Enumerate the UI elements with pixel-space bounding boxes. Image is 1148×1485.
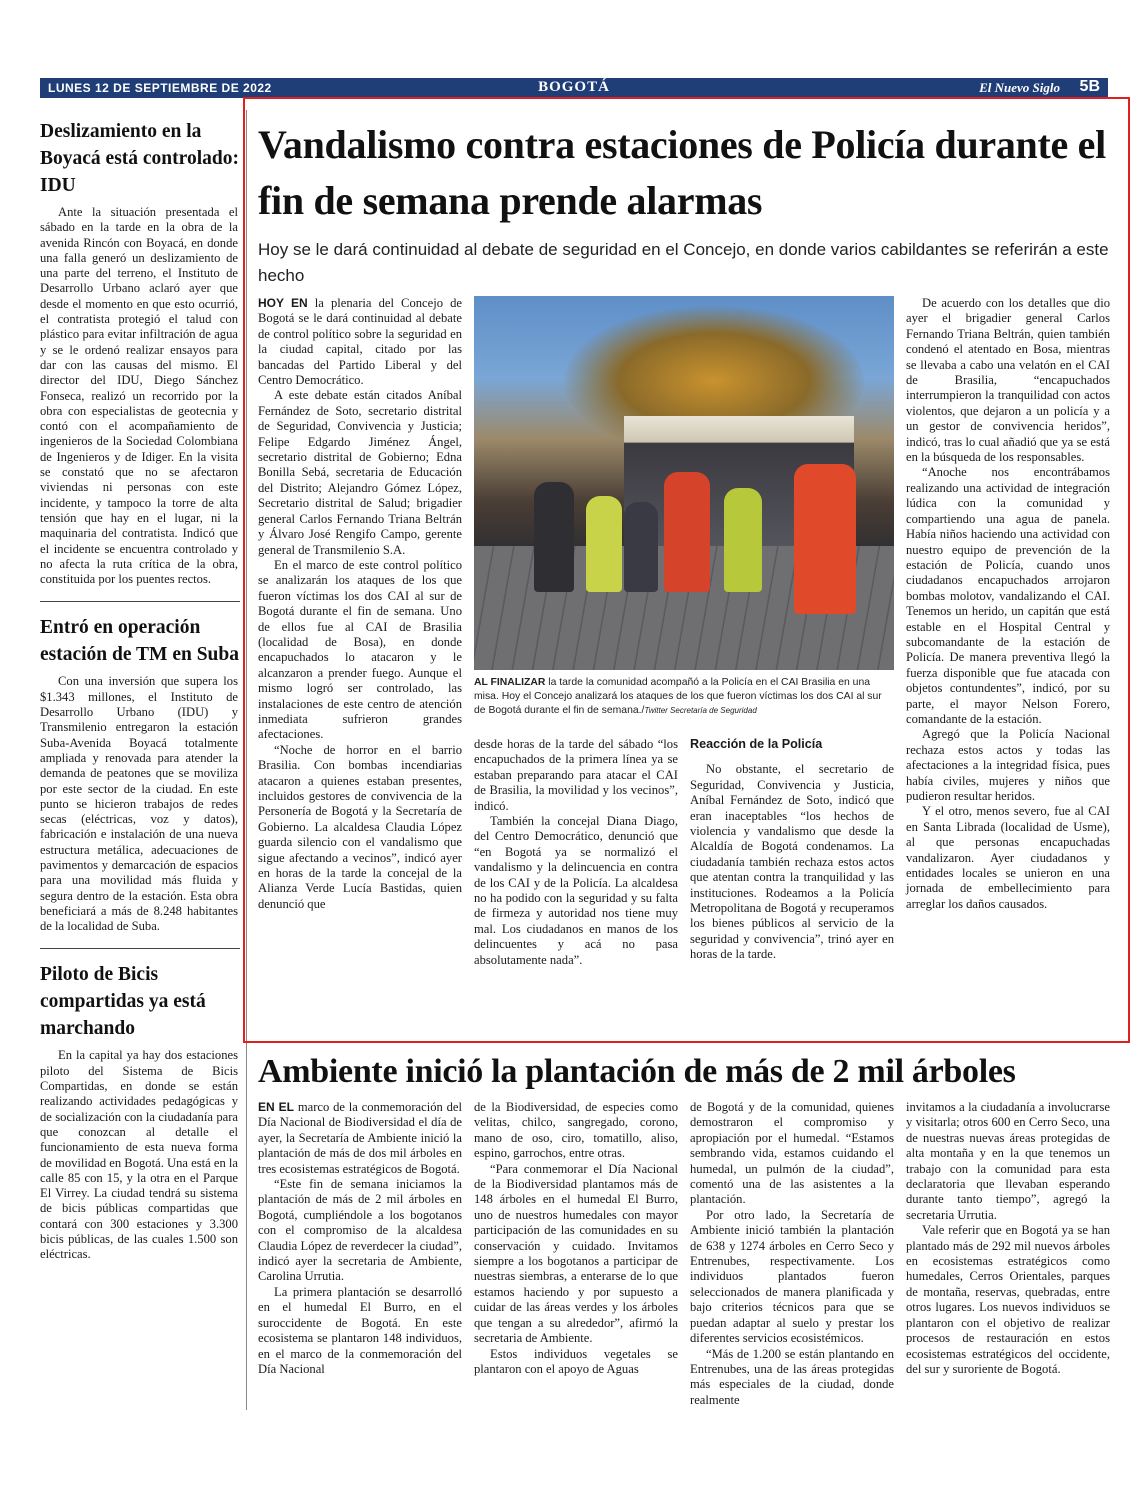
brief-title: Piloto de Bicis compartidas ya está marchando (40, 964, 206, 1040)
brief-body: En la capital ya hay dos estaciones piloto del Sistema de Bicis Compartidas, en donde se están realizando actividades pedagógicas y de socialización con la ciudadanía para que conozcan al detalle el funcionamiento de esta nueva forma de movilidad en Bogotá. Una está en la calle 85 con 15, y la otra en el Parque El Virrey. La ciudad tendrá su sistema de bicis públicas compartidas que contará con 300 estaciones y 3.300 bicis públicas, de las cuales 1.500 son eléctricas. (40, 1048, 238, 1262)
article-paragraph (258, 296, 462, 388)
article-paragraph: A este debate están citados Aníbal Fernández de Soto, secretario distrital de Seguridad, Convivencia y Justicia; Felipe Edgardo Jiménez Ángel, secretario distrital de Gobierno; Edna Bonilla Sebá, secretaria de Educación del Distrito; Alejandro Gómez López, Secretario distrital de Salud; brigadier general Carlos Fernando Triana Beltrán y Álvaro José Rengifo Campo, gerente general de Transmilenio S.A. (258, 388, 462, 557)
brief-divider (40, 948, 240, 949)
article-paragraph: Estos individuos vegetales se plantaron con el apoyo de Aguas (474, 1346, 678, 1376)
article-paragraph: Y el otro, menos severo, fue al CAI en Santa Librada (localidad de Usme), al que personas encapuchadas vandalizaron. Ayer ciudadanos y entidades locales se unieron en una jornada de embellecimiento para arreglar los daños causados. (906, 804, 1110, 911)
main-col-2 (474, 737, 678, 968)
photo-person (794, 464, 856, 614)
main-col-1 (258, 296, 462, 912)
briefs-column (40, 118, 240, 1277)
brief-title: Entró en operación estación de TM en Suba (40, 617, 239, 666)
main-headline: Vandalismo contra estaciones de Policía durante el fin de semana prende alarmas (258, 122, 1106, 223)
photo-person (586, 496, 622, 592)
brief-deslizamiento (40, 118, 240, 587)
second-col-1 (258, 1100, 462, 1377)
photo-credit: Twitter Secretaría de Seguridad (644, 706, 757, 715)
article-paragraph: También la concejal Diana Diago, del Centro Democrático, denunció que “en Bogotá ya se normalizó el vandalismo y la delincuencia en contra de los CAI y de la Policía. La alcaldesa no ha podido con la seguridad y su falta de firmeza y autoridad nos tiene muy mal. Los ciudadanos en manos de los delincuentes y acá no pasa absolutamente nada”. (474, 814, 678, 967)
article-paragraph: La primera plantación se desarrolló en el humedal El Burro, en el suroccidente de Bogotá. En este ecosistema se plantaron 148 individuos, en el marco de la conmemoración del Día Nacional (258, 1284, 462, 1376)
lead-word: EN EL (258, 1100, 294, 1114)
caption-lead: AL FINALIZAR (474, 677, 546, 688)
article-paragraph: De acuerdo con los detalles que dio ayer el brigadier general Carlos Fernando Triana Beltrán, quien también condenó el atentado en Bosa, mientras se llevaba a cabo una velatón en el CAI de Brasilia, “encapuchados interrumpieron la tranquilidad con actos violentos, que dejaron a un policía y a un gestor de convivencia heridos”, indicó, tras lo cual añadió que ya se está en la búsqueda de los responsables. (906, 296, 1110, 465)
article-paragraph: En el marco de este control político se analizarán los ataques de los que fueron víctimas los dos CAI al sur de Bogotá durante el fin de semana. Uno de ellos fue al CAI de Brasilia (localidad de Bosa), en donde encapuchados lo atacaron y le alcanzaron a prender fuego. Aunque el mismo logró ser controlado, las instalaciones de este centro de atención inmediata sufrieron grandes afectaciones. (258, 557, 462, 742)
article-paragraph: “Más de 1.200 se están plantando en Entrenubes, una de las áreas protegidas más especiales de la ciudad, donde realmente (690, 1346, 894, 1407)
second-col-2 (474, 1100, 678, 1377)
article-paragraph: invitamos a la ciudadanía a involucrarse y visitarla; otros 600 en Cerro Seco, una de nuestras nuevas áreas protegidas de alta montaña y en la que tenemos un trabajo con la comunidad para esta declaratoria que llevaban esperando durante tanto tiempo”, agregó la secretaria Urrutia. (906, 1100, 1110, 1222)
photo-person (624, 502, 658, 592)
article-paragraph: “Para conmemorar el Día Nacional de la Biodiversidad plantamos más de 148 árboles en el humedal El Burro, uno de nuestros humedales con mayor participación de las comunidades en su conservación y cuidado. Invitamos siempre a los bogotanos a participar de nuestras siembras, a enterarse de lo que estamos haciendo y por supuesto a cuidar de las áreas verdes y los árboles que tengan a su alrededor”, afirmó la secretaria de Ambiente. (474, 1161, 678, 1346)
article-paragraph: “Anoche nos encontrábamos realizando una actividad de integración lúdica con la comunidad y compartiendo una agua de panela. Había niños haciendo una actividad con nuestro equipo de prevención de la estación de Policía, cuando unos ciudadanos encapuchados arrojaron bombas molotov, vandalizando el CAI. Tenemos un herido, un capitán que está estable en el Hospital Central y subcomandante de la estación de Policía. De manera preventiva llegó la fuerza disponible que fue atacada con objetos contundentes”, indicó, por su parte, el mayor Nelson Forero, comandante de la estación. (906, 465, 1110, 726)
article-paragraph: desde horas de la tarde del sábado “los encapuchados de la primera línea ya se estaban preparando para atacar el CAI de Brasilia, la movilidad y los vecinos”, indicó. (474, 737, 678, 813)
brief-body: Ante la situación presentada el sábado en la tarde en la obra de la avenida Rincón con Boyacá, en donde una falla generó un deslizamiento de una parte del terreno, el Instituto de Desarrollo Urbano aclaró ayer que desde el momento en que esto ocurrió, el contratista protegió el talud con plástico para evitar infiltración de agua y se le ordenó realizar ensayos para dar con las causas del mismo. El director del IDU, Diego Sánchez Fonseca, realizó un recorrido por la obra con especialistas de geotecnia y contó con el acompañamiento de ingenieros de la Sociedad Colombiana de Ingenieros y de Idiger. En la visita se constató que no se afectaron viviendas ni personas con este incidente, y tampoco la torre de alta tensión que hay en el lugar, ni la maquinaria del contratista. Indicó que el incidente se encuentra controlado y no afecta la ruta crítica de la obra, constituida por los puentes rectos. (40, 205, 238, 587)
article-paragraph: No obstante, el secretario de Seguridad, Convivencia y Justicia, Aníbal Fernández de Soto, indicó que eran inaceptables “los hechos de violencia y vandalismo que desde la Alcaldía de Bogotá condenamos. La ciudadanía también rechaza estos actos que atentan contra la tranquilidad y las instituciones. Rodeamos a la Policía Metropolitana de Bogotá y recuperamos los bienes públicos al servicio de la seguridad y convivencia”, trinó ayer en horas de la tarde. (690, 762, 894, 962)
main-subheadline: Hoy se le dará continuidad al debate de seguridad en el Concejo, en donde varios cabildantes se referirán a este hecho (258, 240, 1109, 285)
article-paragraph: Vale referir que en Bogotá ya se han plantado más de 292 mil nuevos árboles en ecosistemas estratégicos como humedales, Cerros Orientales, parques de montaña, reservas, quebradas, entre otros lugares. Los nuevos individuos se plantaron con el objetivo de realizar procesos de restauración en estos ecosistemas estratégicos del occidente, del sur y suroriente de Bogotá. (906, 1223, 1110, 1376)
lead-word: HOY EN (258, 296, 308, 310)
article-paragraph: de la Biodiversidad, de especies como velitas, chilco, sangregado, corono, mano de oso, ciro, tomatillo, aliso, espino, garrochos, entre otras. (474, 1100, 678, 1161)
lead-text: marco de la conmemoración del Día Nacional de Biodiversidad el día de ayer, la Secretaría de Ambiente inició la plantación de más de dos mil árboles en tres ecosistemas estratégicos de Bogotá. (258, 1100, 462, 1176)
brief-estacion-tm (40, 614, 240, 934)
news-photo-cai-brasilia (474, 296, 894, 670)
section-name: BOGOTÁ (538, 79, 610, 95)
article-paragraph: Agregó que la Policía Nacional rechaza estos actos y todas las afectaciones a la integridad física, pues había civiles, mujeres y niños que pudieron resultar heridos. (906, 727, 1110, 803)
photo-caption (474, 676, 894, 718)
second-col-4 (906, 1100, 1110, 1377)
article-paragraph: “Este fin de semana iniciamos la plantación de más de 2 mil árboles en Bogotá, cumpliéndole a los bogotanos con el compromiso de la alcaldesa Claudia López de reverdecer la ciudad”, indicó ayer la secretaria de Ambiente, Carolina Urrutia. (258, 1177, 462, 1284)
second-headline: Ambiente inició la plantación de más de 2 mil árboles (258, 1053, 1016, 1090)
caption-text: la tarde la comunidad acompañó a la Policía en el CAI Brasilia en una misa. Hoy el Concejo analizará los ataques de los que fueron víctimas los dos CAI al sur de Bogotá durante el fin de semana./ (474, 677, 882, 716)
newspaper-name: El Nuevo Siglo (979, 80, 1060, 95)
article-paragraph (258, 1100, 462, 1177)
second-col-3 (690, 1100, 894, 1408)
main-col-3 (690, 737, 894, 963)
article-paragraph: “Noche de horror en el barrio Brasilia. Con bombas incendiarias atacaron a quienes estaban presentes, incluidos gestores de convivencia de la Personería de Bogotá y la Secretaría de Gobierno. La alcaldesa Claudia López guarda silencio con el vandalismo que sigue afectando a vecinos”, indicó ayer en horas de la tarde la concejal de la Alianza Verde Lucía Bastidas, quien denunció que (258, 742, 462, 911)
column-rule (246, 110, 247, 1410)
lead-text: la plenaria del Concejo de Bogotá se le dará continuidad al debate de control político sobre la seguridad en la ciudad capital, citado por las bancadas del Partido Liberal y del Centro Democrático. (258, 296, 462, 388)
issue-date: LUNES 12 DE SEPTIEMBRE DE 2022 (48, 81, 272, 95)
brief-title: Deslizamiento en la Boyacá está controlado: IDU (40, 121, 239, 196)
photo-person (534, 482, 574, 592)
main-col-4 (906, 296, 1110, 912)
brief-body: Con una inversión que supera los $1.343 millones, el Instituto de Desarrollo Urbano (IDU) y Transmilenio entregaron la estación Suba-Avenida Boyacá totalmente ampliada y renovada para atender la demanda de peatones que se moviliza por este sector de la ciudad. En este punto se hicieron trabajos de redes secas (eléctricas, voz y datos), fabricación e instalación de una nueva estructura metálica, adecuaciones de pavimentos y demarcación de espacios para una movilidad más fluida y segura dentro de la estación. Esta obra beneficiará a más de 8.248 habitantes de la localidad de Suba. (40, 674, 238, 934)
page-header-bar (40, 78, 1108, 98)
section-subhead: Reacción de la Policía (690, 737, 823, 751)
brief-divider (40, 601, 240, 602)
photo-person (664, 472, 710, 592)
article-paragraph: Por otro lado, la Secretaría de Ambiente inició también la plantación de 638 y 1274 árboles en Cerro Seco y Entrenubes, respectivamente. Los individuos plantados fueron seleccionados de manera planificada y bajo criterios técnicos para que se puedan adaptar al suelo y prestar los diferentes servicios ecosistémicos. (690, 1207, 894, 1346)
photo-person (724, 488, 762, 592)
article-paragraph: de Bogotá y de la comunidad, quienes demostraron el compromiso y apropiación por el humedal. “Estamos sembrando vida, estamos cuidando el humedal, un pulmón de la ciudad”, comentó una de las asistentes a la plantación. (690, 1100, 894, 1207)
page-number: 5B (1079, 78, 1100, 95)
brief-bicis (40, 961, 240, 1262)
